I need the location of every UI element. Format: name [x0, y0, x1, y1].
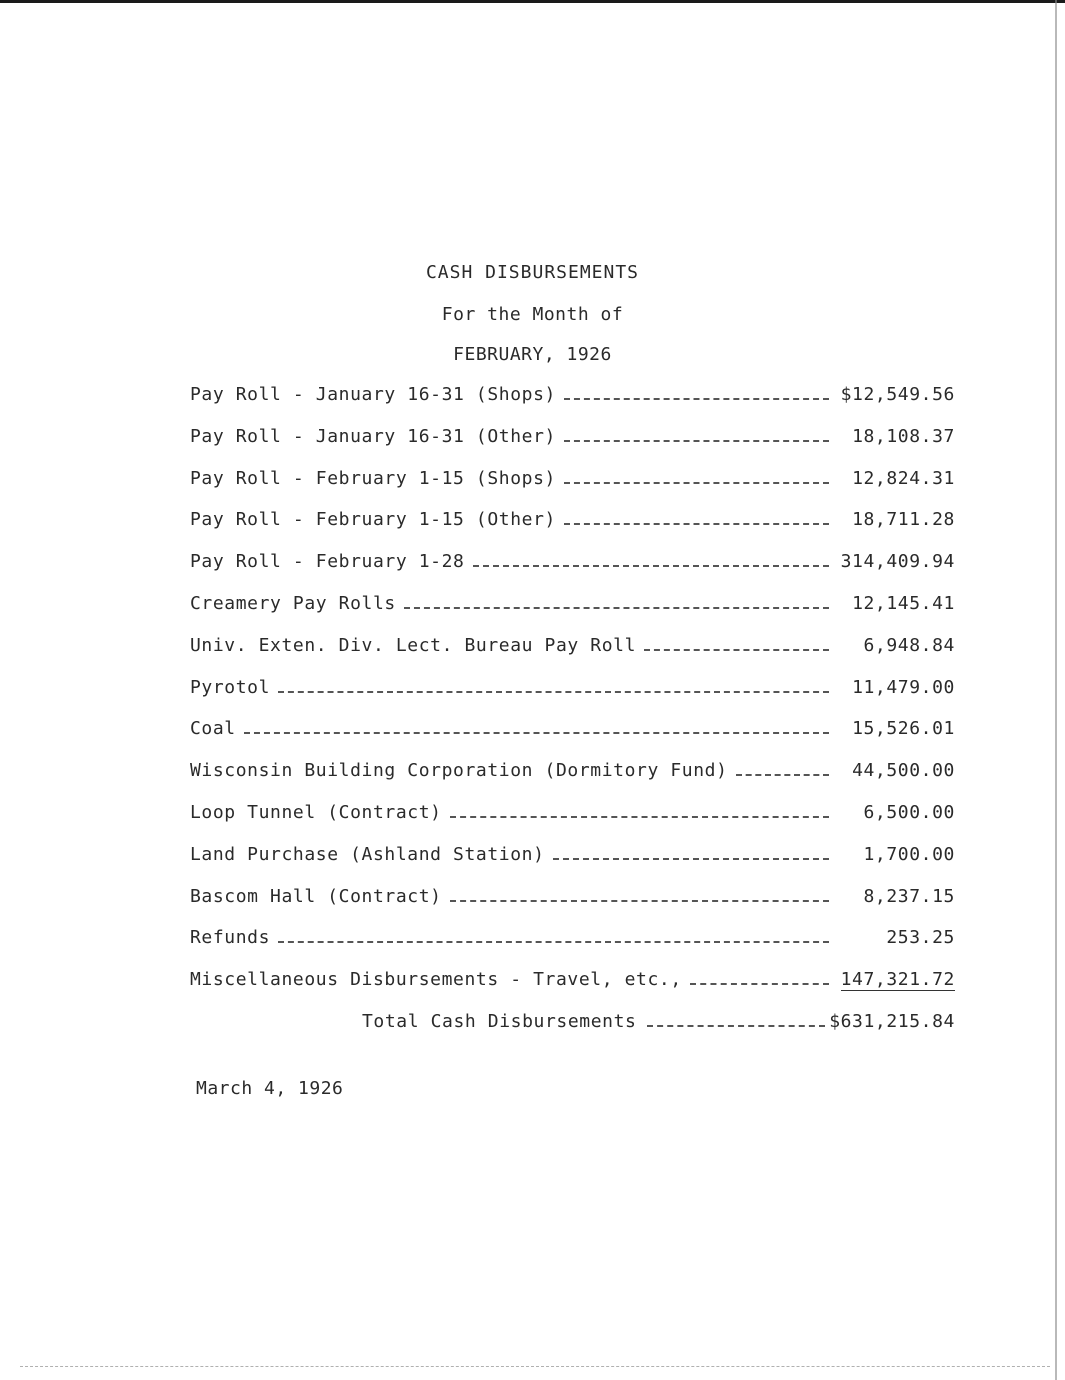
document-period: FEBRUARY, 1926: [453, 344, 612, 365]
item-label: Loop Tunnel (Contract): [190, 801, 442, 823]
item-label: Creamery Pay Rolls: [190, 592, 396, 614]
page-top-edge: [0, 0, 1065, 3]
dot-leader: [644, 648, 829, 651]
item-amount: 6,948.84: [863, 634, 955, 656]
document-date: March 4, 1926: [196, 1078, 344, 1099]
item-amount: 15,526.01: [852, 718, 955, 740]
document-title: CASH DISBURSEMENTS: [425, 262, 640, 283]
dot-leader: [564, 481, 829, 484]
item-label: Pay Roll - February 1-15 (Other): [190, 509, 556, 531]
item-label: Pay Roll - January 16-31 (Shops): [190, 384, 556, 405]
list-item: [190, 551, 955, 593]
list-item: [190, 844, 955, 886]
item-amount: $12,549.56: [840, 384, 955, 405]
item-amount: 44,500.00: [852, 760, 955, 782]
item-amount: 314,409.94: [840, 551, 955, 573]
total-amount: $631,215.84: [829, 1010, 955, 1032]
item-label: Coal: [190, 718, 236, 740]
page-right-edge: [1055, 0, 1057, 1380]
item-label: Land Purchase (Ashland Station): [190, 843, 545, 865]
dot-leader: [404, 606, 829, 609]
item-amount: 1,700.00: [863, 843, 955, 865]
item-amount: 6,500.00: [863, 801, 955, 823]
item-label: Bascom Hall (Contract): [190, 885, 442, 907]
item-label: Pay Roll - February 1-15 (Shops): [190, 467, 556, 489]
item-label: Pyrotol: [190, 676, 271, 698]
item-amount: 8,237.15: [863, 885, 955, 907]
item-label: Refunds: [190, 927, 271, 949]
dot-leader: [278, 690, 829, 693]
list-item: [190, 384, 955, 426]
item-amount: 18,711.28: [852, 509, 955, 531]
dot-leader: [564, 439, 829, 442]
item-label: Miscellaneous Disbursements - Travel, etc.,: [190, 969, 682, 991]
document-subtitle: For the Month of: [441, 304, 624, 325]
item-label: Pay Roll - January 16-31 (Other): [190, 425, 556, 447]
item-amount: 253.25: [886, 927, 955, 949]
list-item: [190, 927, 955, 969]
item-amount: 12,824.31: [852, 467, 955, 489]
item-amount: 12,145.41: [852, 592, 955, 614]
dot-leader: [690, 982, 829, 985]
list-item: [190, 718, 955, 760]
dot-leader: [450, 899, 829, 902]
list-item: [190, 635, 955, 677]
dot-leader: [564, 397, 829, 400]
list-item: [190, 426, 955, 468]
dot-leader: [473, 564, 830, 567]
list-item: [190, 593, 955, 635]
dot-leader: [244, 731, 829, 734]
dot-leader: [647, 1024, 826, 1027]
list-item: [190, 802, 955, 844]
list-item: [190, 509, 955, 551]
item-label: Pay Roll - February 1-28: [190, 551, 465, 573]
dot-leader: [553, 857, 829, 860]
item-amount: 11,479.00: [852, 676, 955, 698]
list-item: [190, 677, 955, 719]
item-amount: 18,108.37: [852, 425, 955, 447]
item-label: Univ. Exten. Div. Lect. Bureau Pay Roll: [190, 634, 637, 656]
item-amount: 147,321.72: [840, 969, 955, 991]
dot-leader: [564, 522, 829, 525]
list-item: [190, 760, 955, 802]
total-row: [190, 1011, 955, 1053]
total-label: Total Cash Disbursements: [362, 1010, 637, 1032]
list-item: [190, 468, 955, 510]
list-item: [190, 886, 955, 928]
dot-leader: [736, 773, 829, 776]
dot-leader: [450, 815, 829, 818]
page-bottom-edge: [20, 1366, 1050, 1368]
list-item: [190, 969, 955, 1011]
disbursement-list: [190, 384, 955, 1053]
dot-leader: [278, 940, 829, 943]
item-label: Wisconsin Building Corporation (Dormitory Fund): [190, 760, 728, 782]
